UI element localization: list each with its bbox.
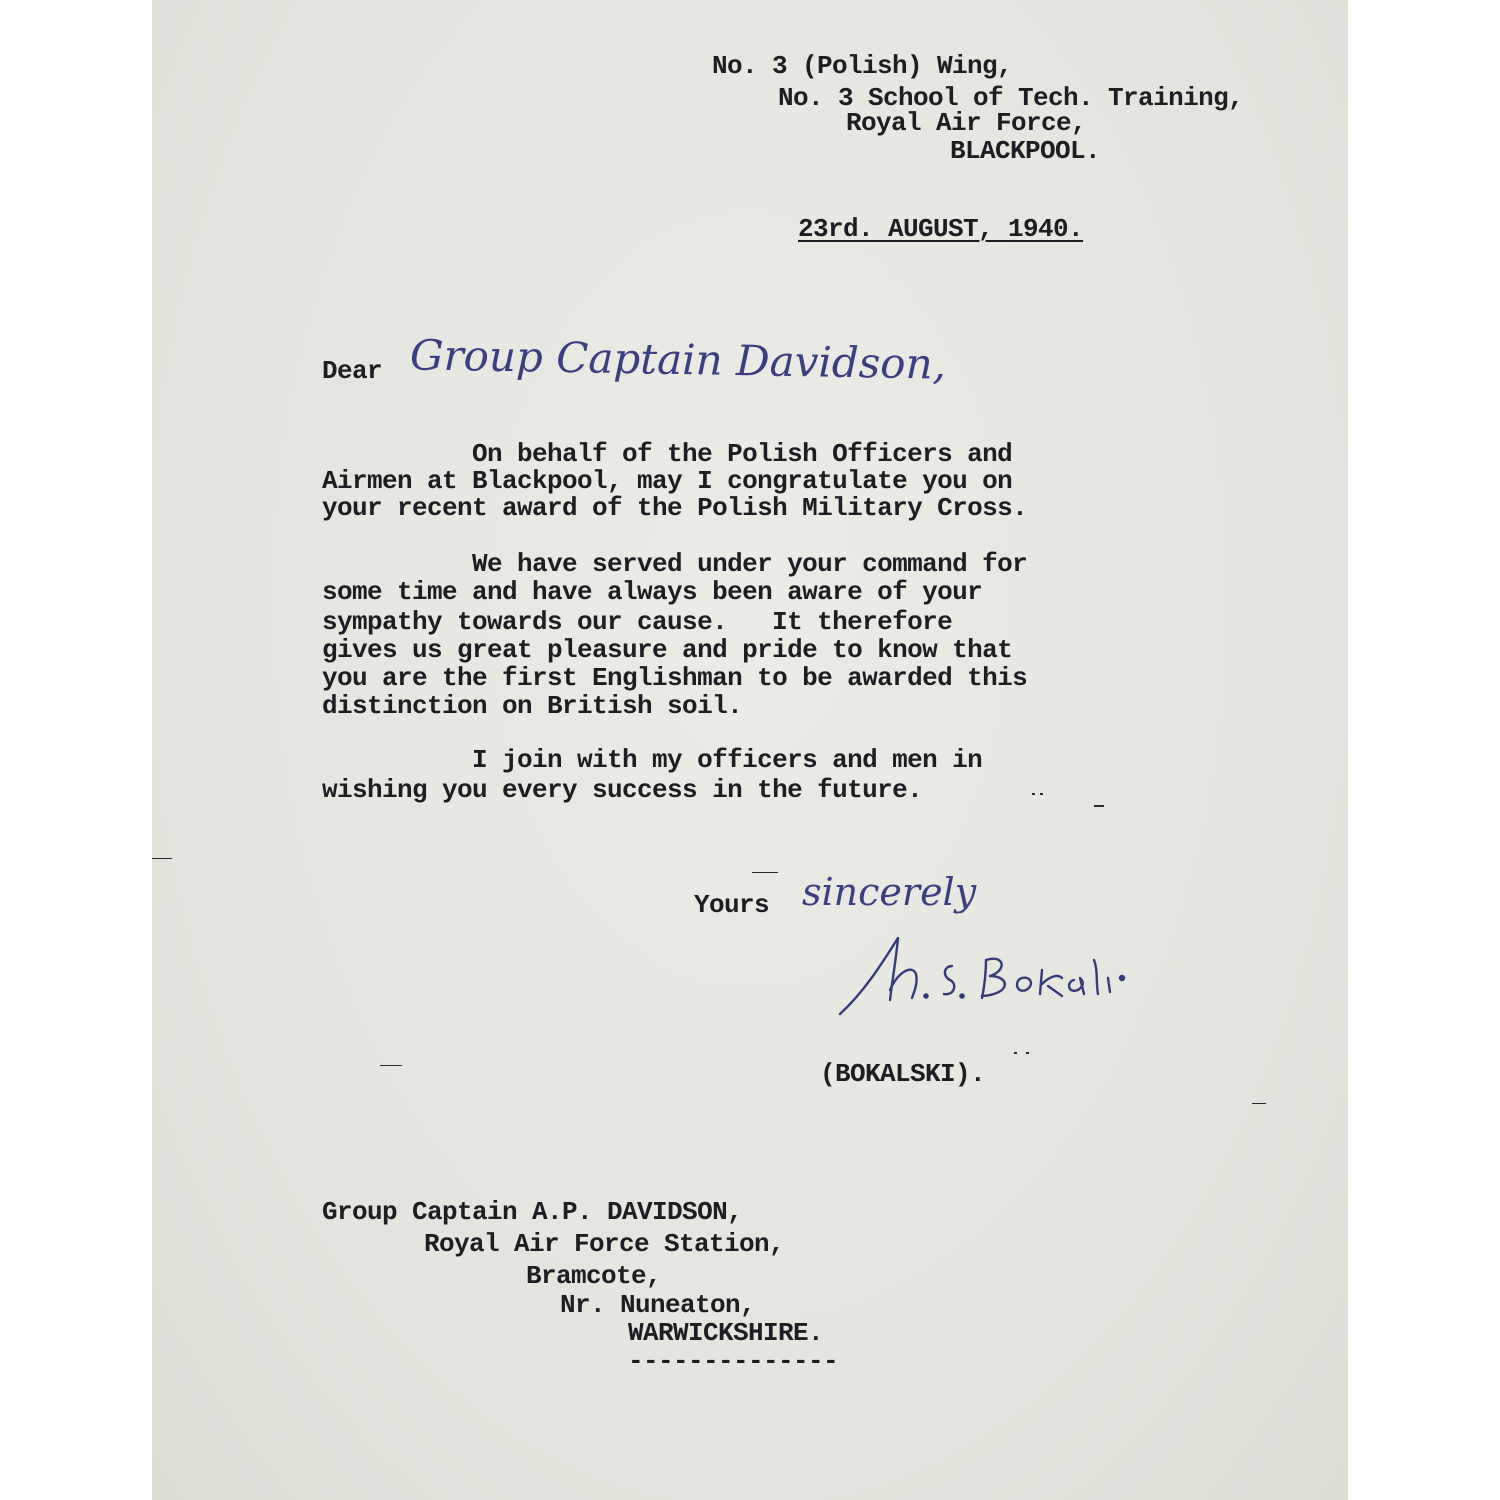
letter-sheet xyxy=(152,0,1348,1500)
salutation-handwritten-name: Group Captain Davidson, xyxy=(409,330,947,389)
stray-mark xyxy=(1026,1052,1029,1054)
salutation-prefix: Dear xyxy=(322,356,383,386)
letter-date: 23rd. AUGUST, 1940. xyxy=(798,214,1084,244)
stray-mark xyxy=(752,872,778,873)
recipient-town: Nr. Nuneaton, xyxy=(560,1290,756,1320)
sender-school: No. 3 School of Tech. Training, xyxy=(778,83,1244,113)
stray-mark xyxy=(1252,1103,1266,1104)
sender-service: Royal Air Force, xyxy=(846,108,1087,138)
paragraph-2-line-2: some time and have always been aware of your xyxy=(322,577,983,607)
recipient-county: WARWICKSHIRE. xyxy=(628,1318,824,1348)
signatory-name: (BOKALSKI). xyxy=(820,1059,986,1089)
recipient-place: Bramcote, xyxy=(526,1261,662,1291)
paragraph-2-line-1: We have served under your command for xyxy=(322,549,1028,579)
stray-mark xyxy=(152,858,172,859)
signature-graphic xyxy=(836,930,1166,1020)
stray-mark xyxy=(1040,793,1043,795)
paragraph-3-line-2: wishing you every success in the future. xyxy=(322,775,923,805)
closing-yours: Yours xyxy=(694,890,770,920)
stray-mark xyxy=(1032,793,1035,795)
dashed-rule: -------------- xyxy=(628,1346,839,1376)
paragraph-2-line-6: distinction on British soil. xyxy=(322,691,743,721)
paragraph-2-line-3: sympathy towards our cause. It therefore xyxy=(322,607,953,637)
recipient-station: Royal Air Force Station, xyxy=(424,1229,785,1259)
stray-mark xyxy=(380,1065,402,1066)
closing-handwritten: sincerely xyxy=(802,870,977,914)
paragraph-2-line-4: gives us great pleasure and pride to know that xyxy=(322,635,1013,665)
recipient-name: Group Captain A.P. DAVIDSON, xyxy=(322,1197,743,1227)
paragraph-1-line-2: Airmen at Blackpool, may I congratulate you on xyxy=(322,466,1013,496)
paragraph-1-line-3: your recent award of the Polish Military Cross. xyxy=(322,493,1028,523)
stray-mark xyxy=(1014,1052,1017,1054)
stray-mark xyxy=(1094,805,1104,807)
paragraph-1-line-1: On behalf of the Polish Officers and xyxy=(322,439,1013,469)
sender-unit: No. 3 (Polish) Wing, xyxy=(712,51,1013,81)
paragraph-3-line-1: I join with my officers and men in xyxy=(322,745,983,775)
sender-town: BLACKPOOL. xyxy=(950,136,1101,166)
paragraph-2-line-5: you are the first Englishman to be awarded this xyxy=(322,663,1028,693)
